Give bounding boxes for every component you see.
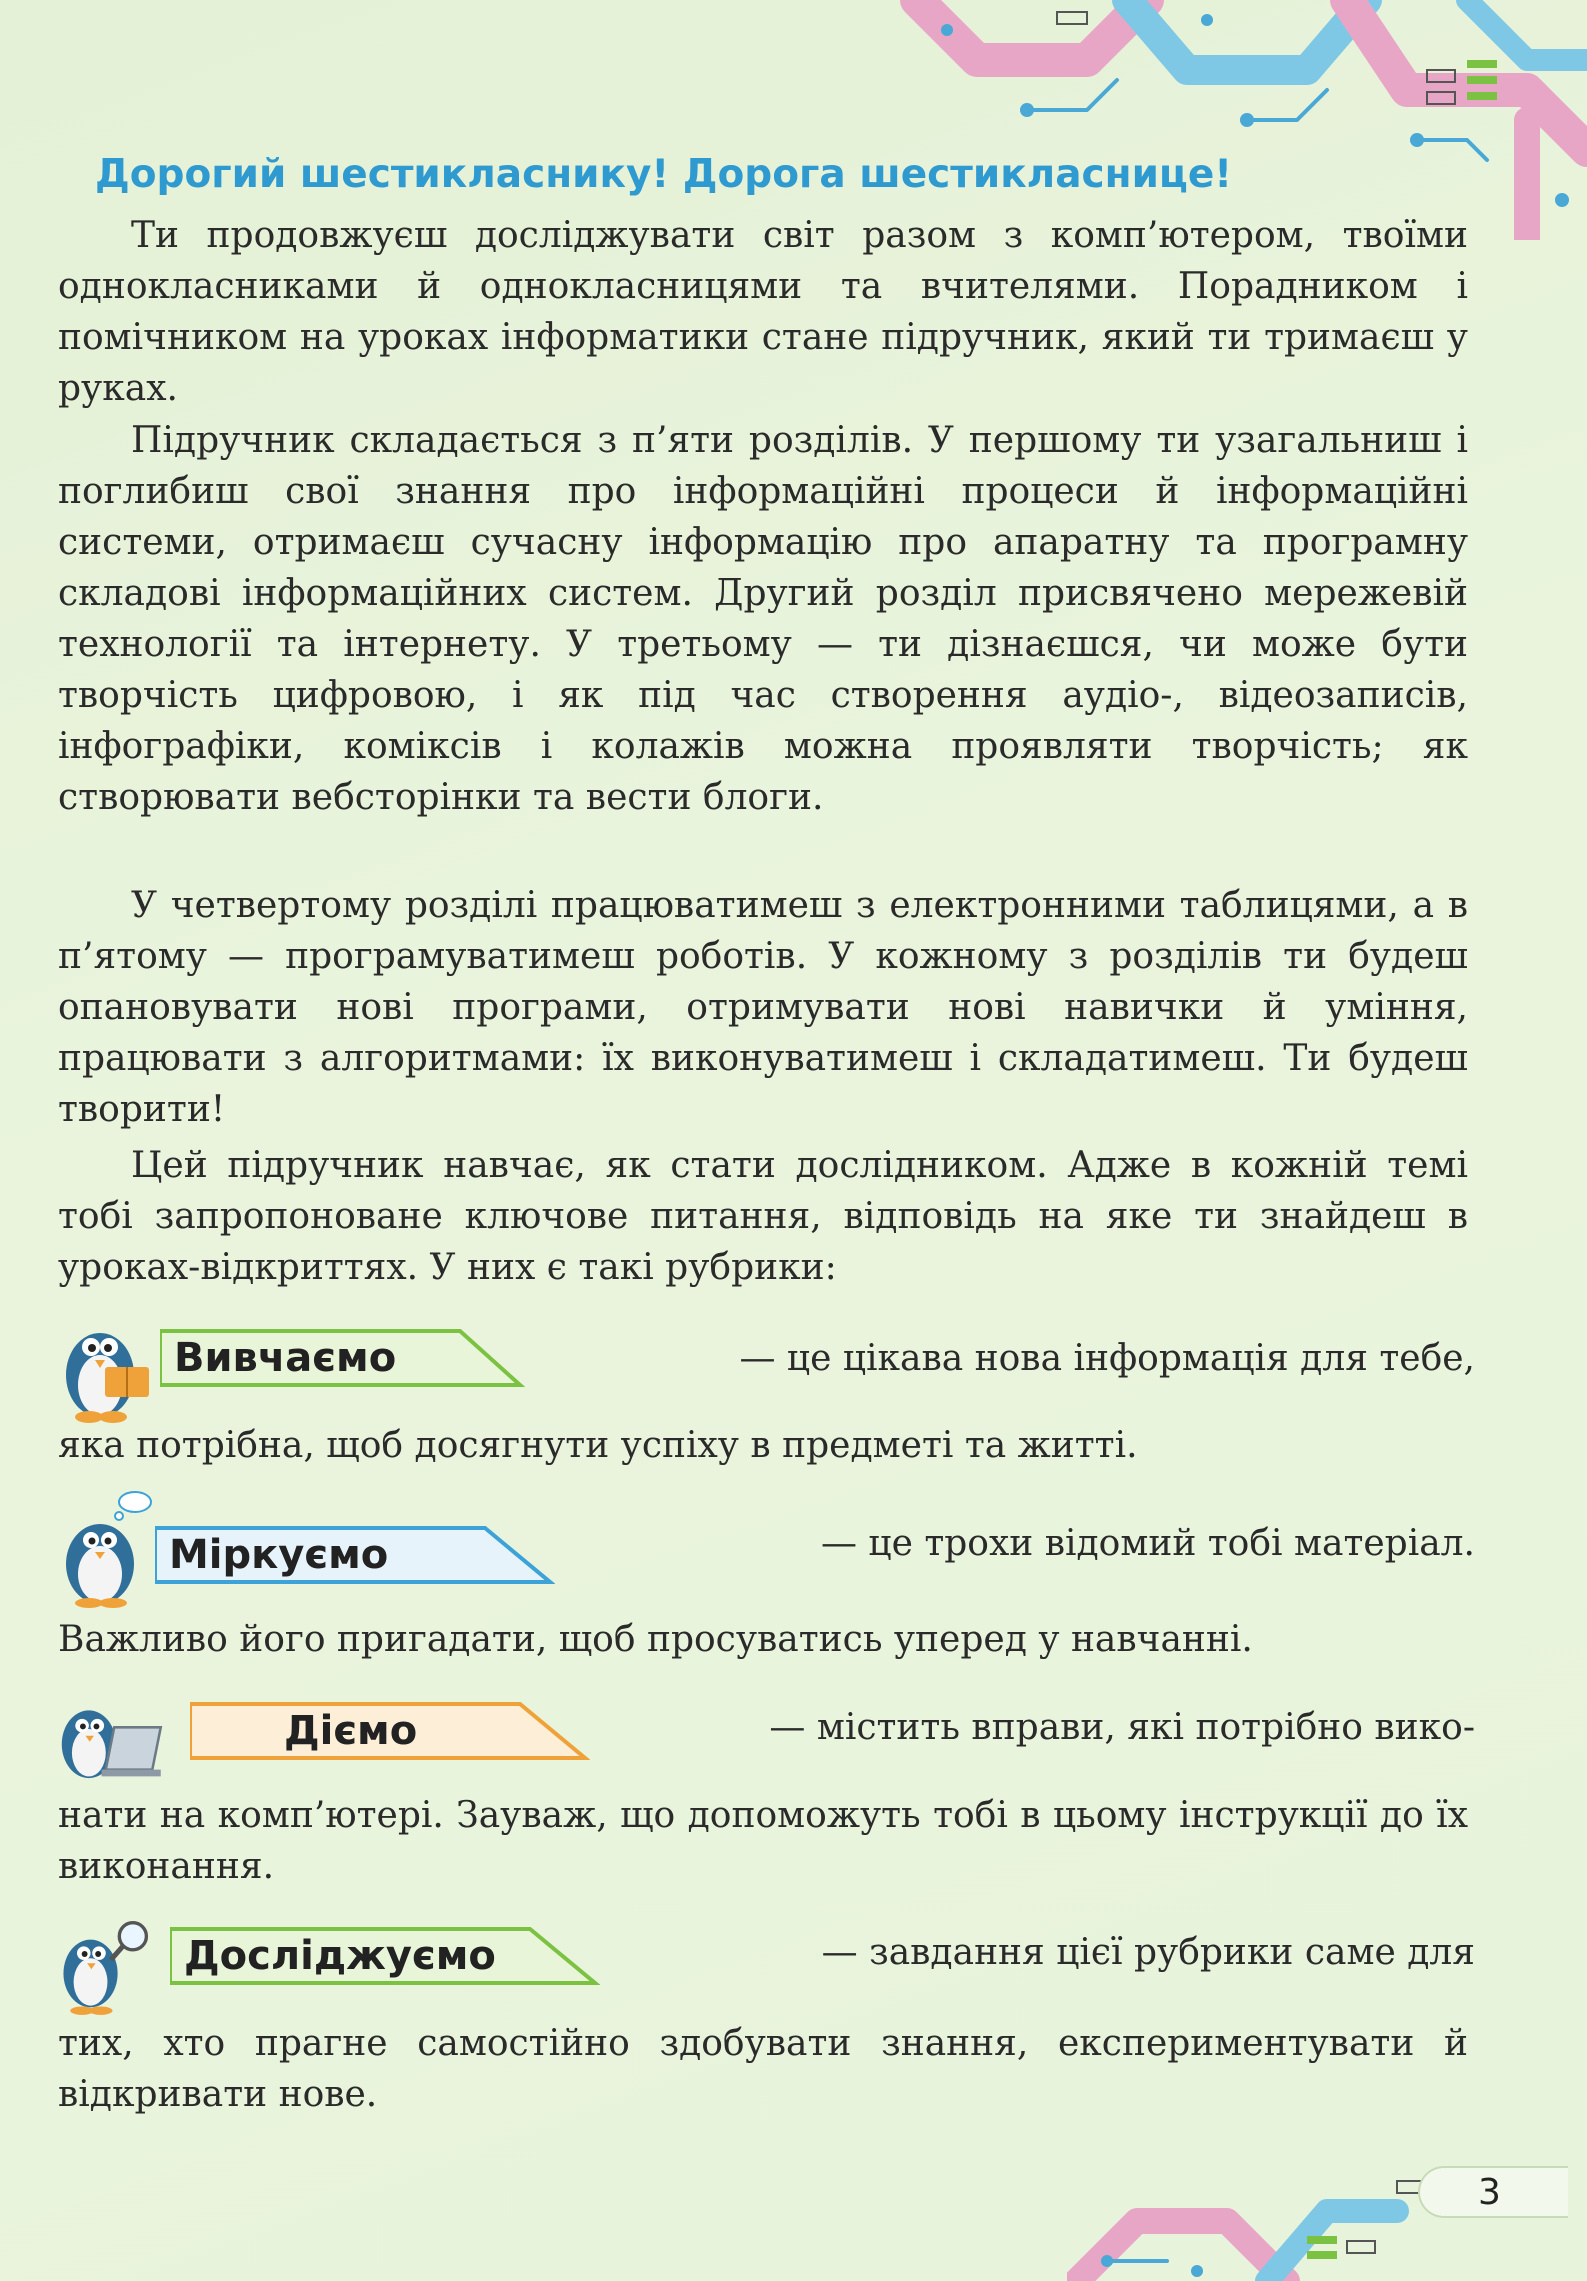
rubric-label-mirkuiemo: Міркуємо: [155, 1524, 555, 1586]
rubric-mirkuiemo: [55, 1488, 1475, 1618]
research-paragraph: Цей підручник навчає, як стати дослідником. Адже в кожній темі тобі запропоноване ключове питання, відповідь на яке ти знайдеш в уроках-відкриттях. У них є такі рубрики:: [58, 1145, 1468, 1288]
rubric-desc-vyvchaiemo: — це цікава нова інформація для тебе,: [739, 1338, 1475, 1379]
penguin-reading-icon: [55, 1305, 165, 1425]
penguin-magnifier-icon: [55, 1905, 165, 2025]
rubric-cont-vyvchaiemo: яка потрібна, щоб досягнути успіху в предметі та житті.: [58, 1425, 1138, 1466]
rubric-desc-doslidzhuiemo: — завдання цієї рубрики саме для: [821, 1932, 1475, 1973]
rubric-label-vyvchaiemo: Вивчаємо: [160, 1327, 525, 1389]
rubric-label-doslidzhuiemo: Досліджуємо: [170, 1925, 600, 1987]
page-heading: Дорогий шестикласнику! Дорога шестикласнице!: [95, 152, 1233, 197]
chapters-paragraph: Підручник складається з п’яти розділів. У першому ти узагальниш і поглибиш свої знання про інформаційні процеси й інформаційні системи, отримаєш сучасну інформацію про апаратну та програмну складові інформаційних систем. Другий розділ присвячено мережевій технології та інтернету. У третьому — ти дізнаєшся, чи може бути творчість цифровою, і як під час створення аудіо-, відеозаписів, інфографіки, коміксів і колажів можна проявляти творчість; як створювати вебсторінки та вести блоги.: [58, 420, 1468, 818]
penguin-thinking-icon: [55, 1488, 165, 1608]
rubric-cont-diiemo: нати на комп’ютері. Зауваж, що допоможуть тобі в цьому інструкції до їх виконання.: [58, 1795, 1468, 1887]
rubric-vyvchaiemo: [55, 1305, 1475, 1435]
rubric-cont-doslidzhuiemo: тих, хто прагне самостійно здобувати знання, експериментувати й відкривати нове.: [58, 2023, 1468, 2115]
rubric-desc-mirkuiemo: — це трохи відомий тобі матеріал.: [820, 1523, 1475, 1564]
sections-paragraph: У четвертому розділі працюватимеш з електронними таблицями, а в п’ятому — програмуватимеш роботів. У кожному з розділів ти будеш опановувати нові програми, отримувати нові навички й уміння, працювати з алгоритмами: їх виконуватимеш і складатимеш. Ти будеш творити!: [58, 885, 1468, 1130]
rubric-doslidzhuiemo: [55, 1905, 1475, 2035]
intro-paragraph: Ти продовжуєш досліджувати світ разом з комп’ютером, твоїми однокласниками й однокласницями та вчителями. Порадником і помічником на уроках інформатики стане підручник, який ти тримаєш у руках.: [58, 215, 1468, 409]
penguin-laptop-icon: [55, 1680, 165, 1800]
page-number: 3: [1418, 2166, 1568, 2218]
rubric-cont-mirkuiemo: Важливо його пригадати, щоб просуватись уперед у навчанні.: [58, 1619, 1253, 1660]
rubric-label-diiemo: Діємо: [190, 1700, 590, 1762]
circuit-decoration-top: [827, 0, 1587, 240]
rubric-desc-diiemo: — містить вправи, які потрібно вико-: [769, 1707, 1475, 1748]
